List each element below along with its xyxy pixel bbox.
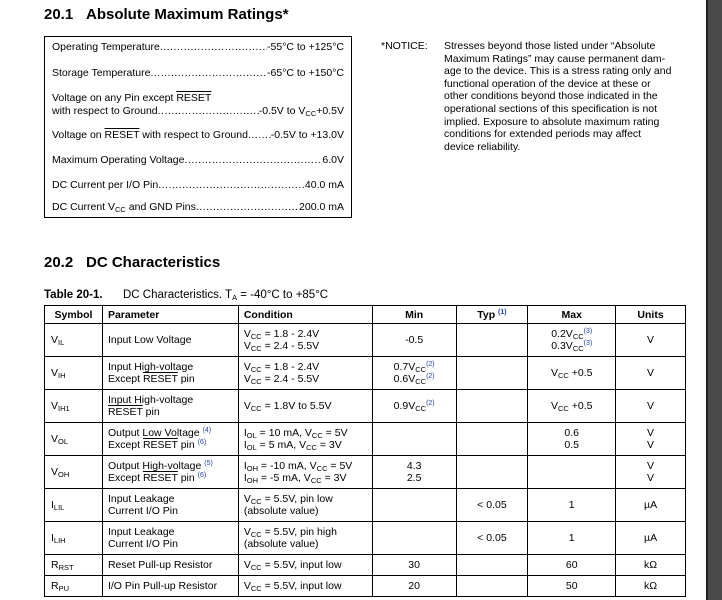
table-row: $R_{PU}$ I/O Pin Pull-up Resistor $V_{CC} = 5.5V$, input low 20 50 kΩ xyxy=(45,576,686,597)
footnote-link[interactable]: (3) xyxy=(583,340,593,347)
notice-text: Stresses beyond those listed under “Absolute Maximum Ratings” may cause permanent dam- age to the device. This is a stress rating only and functional operation of the device at these or other conditions beyond those indicated in the operational sections of this specification is not implied. Exposure to absolute maximum rating conditions for extended periods may affect device reliability. xyxy=(444,40,672,153)
footnote-link[interactable]: (2) xyxy=(426,361,435,368)
footnote-link[interactable]: (6) xyxy=(197,439,207,446)
rating-voltage-any-pin: with respect to Ground ..... -0.5V to $V_{CC}+0.5V$ xyxy=(52,105,344,118)
rating-dc-current-per-pin: DC Current per I/O Pin ..... 40.0 mA xyxy=(52,179,344,192)
dc-characteristics-table xyxy=(44,305,686,597)
table-row: $R_{RST}$ Reset Pull-up Resistor $V_{CC} = 5.5V$, input low 30 60 kΩ xyxy=(45,555,686,576)
rating-operating-temperature: Operating Temperature ..... -55°C to +125°C xyxy=(52,41,344,54)
table-header-row xyxy=(45,306,686,324)
table-row: $I_{LIL}$ Input Leakage Current I/O Pin $V_{CC} = 5.5V$, pin low (absolute value) < 0.05 1 µA xyxy=(45,489,686,522)
footnote-link[interactable]: (1) xyxy=(498,308,507,316)
table-row: $V_{OH}$ Output High-voltage $^{(5)}$ Except RESET pin $^{(6)}$ $I_{OH} = -10$ mA, $V_{CC} = 5V$ $I_{OH} = -5$ mA, $V_{CC} = 3V$ 4.3 2.5 V V xyxy=(45,456,686,489)
table-row: $V_{IH}$ Input High-voltage Except RESET pin $V_{CC} = 1.8 - 2.4V$ $V_{CC} = 2.4 - 5.5V$ $0.7V_{CC}^{(2)}$ $0.6V_{CC}^{(2)}$ $V_{CC} +0.5$ V xyxy=(45,357,686,390)
notice-block xyxy=(381,40,681,153)
section-heading-absolute-max: 20.1 Absolute Maximum Ratings* xyxy=(44,6,289,23)
table-row: $V_{IH1}$ Input High-voltage RESET pin $V_{CC} = 1.8V$ to 5.5V $0.9V_{CC}^{(2)}$ $V_{CC} +0.5$ V xyxy=(45,390,686,423)
table-row: $I_{LIH}$ Input Leakage Current I/O Pin $V_{CC} = 5.5V$, pin high (absolute value) < 0.05 1 µA xyxy=(45,522,686,555)
table-row: $V_{OL}$ Output Low Voltage $^{(4)}$ Except RESET pin $^{(6)}$ $I_{OL} = 10$ mA, $V_{CC} = 5V$ $I_{OL} = 5$ mA, $V_{CC} = 3V$ 0.6 0.5 V V xyxy=(45,423,686,456)
footnote-link[interactable]: (2) xyxy=(426,373,435,380)
header-max: Max xyxy=(528,306,616,324)
rating-storage-temperature: Storage Temperature ..... -65°C to +150°C xyxy=(52,67,344,80)
section-heading-dc-characteristics: 20.2 DC Characteristics xyxy=(44,254,221,271)
rating-voltage-any-pin-label: Voltage on any Pin except RESET xyxy=(52,92,212,104)
footnote-link[interactable]: (6) xyxy=(197,472,207,479)
footnote-link[interactable]: (4) xyxy=(202,427,212,434)
footnote-link[interactable]: (3) xyxy=(583,328,593,335)
header-min: Min xyxy=(372,306,456,324)
table-row: $V_{IL}$ Input Low Voltage $V_{CC} = 1.8 - 2.4V$ $V_{CC} = 2.4 - 5.5V$ -0.5 $0.2V_{CC}^{(3)}$ $0.3V_{CC}^{(3)}$ V xyxy=(45,324,686,357)
header-typ: Typ $^{(1)}$ xyxy=(456,306,528,324)
footnote-link[interactable]: (5) xyxy=(204,460,213,467)
rating-max-operating-voltage: Maximum Operating Voltage ..... 6.0V xyxy=(52,154,344,167)
rating-dc-current-vcc-gnd: DC Current $V_{CC}$ and GND Pins ..... 200.0 mA xyxy=(52,201,344,214)
header-symbol: Symbol xyxy=(45,306,103,324)
header-units: Units xyxy=(616,306,686,324)
rating-voltage-on-reset: Voltage on RESET with respect to Ground ..... -0.5V to +13.0V xyxy=(52,129,344,142)
header-parameter: Parameter xyxy=(102,306,238,324)
header-condition: Condition xyxy=(238,306,372,324)
viewer-scrollbar[interactable] xyxy=(706,0,722,600)
absolute-max-ratings-box xyxy=(44,36,352,218)
table-caption: Table 20-1. DC Characteristics. $T_A = -40^\circ C$ to +85°C xyxy=(44,289,329,302)
footnote-link[interactable]: (2) xyxy=(426,400,435,407)
notice-tag: *NOTICE: xyxy=(381,40,428,52)
